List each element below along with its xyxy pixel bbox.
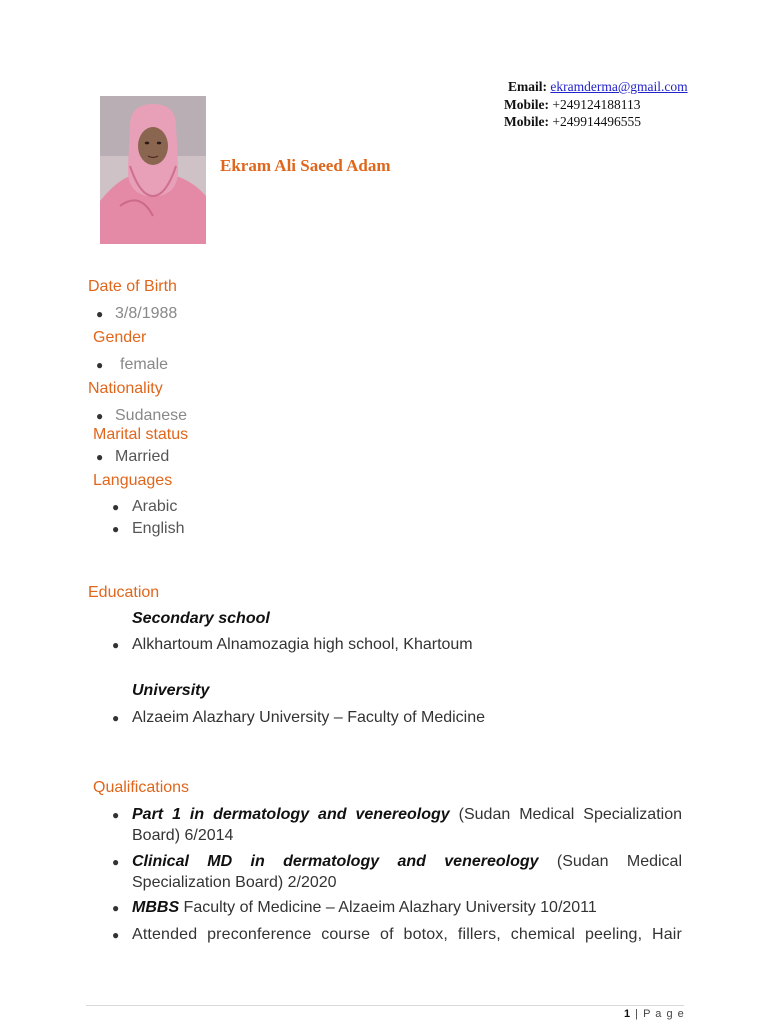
contact-block [504,78,688,131]
candidate-name: Ekram Ali Saeed Adam [220,156,391,175]
gender-heading: Gender [93,329,147,346]
dob-value: 3/8/1988 [115,305,178,322]
bullet-icon: ● [112,711,120,725]
university-label: University [132,682,210,699]
gender-value: female [120,356,169,373]
qualification-item [132,852,682,893]
mobile-value-2: +249914496555 [552,114,641,129]
marital-heading: Marital status [93,426,189,443]
bullet-icon: ● [112,855,120,869]
education-heading: Education [88,584,160,601]
email-label: Email: [508,79,547,94]
qualification-detail: (Sudan Medical Specialization Board) 6/2014 [132,806,682,844]
bullet-icon: ● [96,450,104,464]
mobile-row-2 [504,113,688,131]
mobile-row-1 [504,96,688,114]
university-value: Alzaeim Alazhary University – Faculty of Medicine [132,709,486,726]
nationality-heading: Nationality [88,380,163,397]
qualification-detail: Faculty of Medicine – Alzaeim Alazhary University 10/2011 [179,899,597,916]
mobile-value-1: +249124188113 [552,96,641,112]
bullet-icon: ● [96,409,104,423]
bullet-icon: ● [96,358,104,372]
bullet-icon: ● [112,928,120,942]
secondary-school-label: Secondary school [132,610,270,627]
qualifications-heading: Qualifications [93,779,190,796]
page-footer [624,1008,685,1020]
qualification-title: Part 1 in dermatology and venereology [132,806,450,823]
footer-divider [86,1005,684,1006]
bullet-icon: ● [112,500,120,514]
qualification-detail: Attended preconference course of botox, fillers, chemical peeling, Hair [132,926,682,943]
qualification-item [132,898,682,919]
language-item: Arabic [132,498,178,515]
bullet-icon: ● [112,808,120,822]
email-link[interactable]: ekramderma@gmail.com [550,79,688,94]
secondary-school-value: Alkhartoum Alnamozagia high school, Khartoum [132,636,473,653]
profile-photo-graphic [100,96,206,244]
marital-value: Married [115,448,170,465]
page-label: | P a g e [631,1008,685,1020]
language-item: English [132,520,185,537]
bullet-icon: ● [96,307,104,321]
bullet-icon: ● [112,638,120,652]
email-row [504,78,688,96]
bullet-icon: ● [112,901,120,915]
qualification-title: Clinical MD in dermatology and venereology [132,853,539,870]
page-number: 1 [624,1008,632,1020]
qualification-detail: (Sudan Medical Specialization Board) 2/2020 [132,853,682,891]
qualification-title: MBBS [132,899,180,916]
profile-photo [100,96,206,244]
mobile-label-2: Mobile: [504,114,549,129]
dob-heading: Date of Birth [88,278,177,295]
bullet-icon: ● [112,522,120,536]
languages-heading: Languages [93,472,173,489]
nationality-value: Sudanese [115,407,188,424]
mobile-label-1: Mobile: [504,96,549,112]
qualification-item [132,925,682,946]
qualification-item [132,805,682,846]
